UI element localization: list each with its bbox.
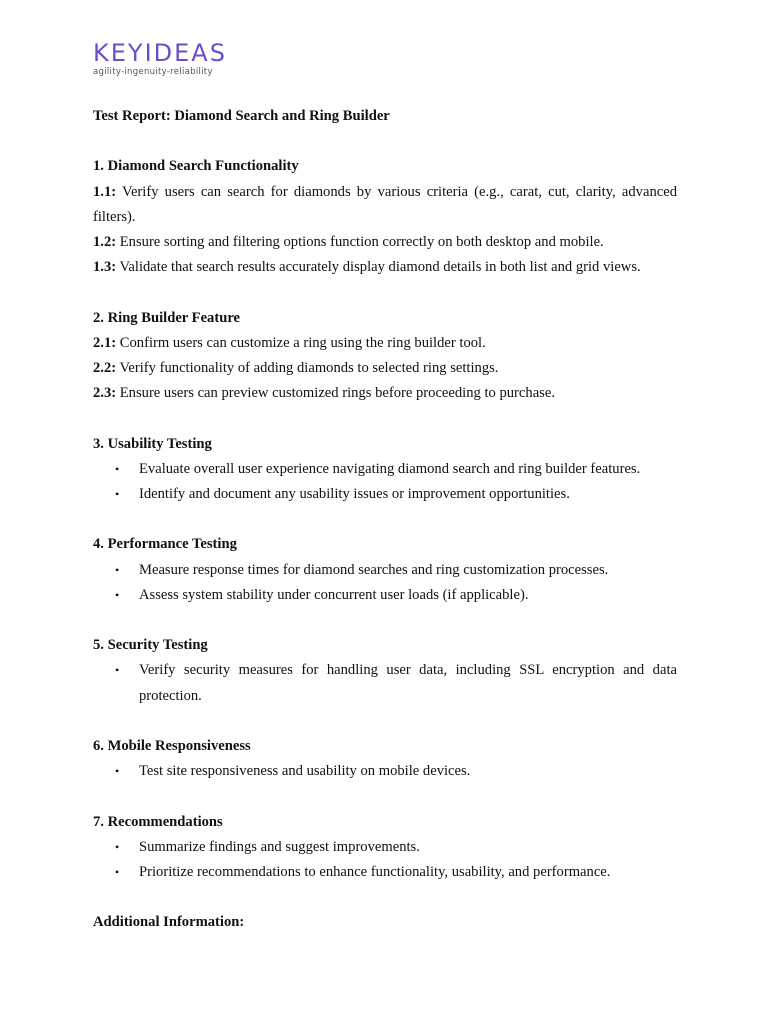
- list-item: [93, 558, 677, 583]
- list-item: [93, 180, 677, 230]
- item-text: Summarize findings and suggest improvements.: [139, 838, 420, 855]
- list-item: [93, 356, 677, 381]
- bullet-list: [93, 759, 677, 784]
- item-text: Verify functionality of adding diamonds to selected ring settings.: [116, 360, 499, 376]
- list-item: [93, 759, 677, 784]
- list-item: [93, 658, 677, 708]
- item-text: Test site responsiveness and usability on mobile devices.: [139, 763, 471, 780]
- item-number: 1.1:: [93, 183, 117, 200]
- bullet-list: [93, 457, 677, 507]
- document-body: [93, 104, 677, 936]
- list-item: [93, 331, 677, 356]
- item-number: 2.1:: [93, 334, 117, 351]
- item-text: Assess system stability under concurrent user loads (if applicable).: [139, 586, 529, 603]
- item-number: 2.3:: [93, 385, 117, 402]
- section-heading: 6. Mobile Responsiveness: [93, 737, 251, 754]
- section-heading: 1. Diamond Search Functionality: [93, 158, 299, 175]
- list-item: [93, 457, 677, 482]
- bullet-list: [93, 835, 677, 885]
- bullet-icon: •: [115, 487, 120, 501]
- bullet-icon: •: [115, 864, 120, 879]
- list-item: [93, 583, 677, 608]
- bullet-icon: •: [115, 663, 120, 678]
- list-item: [93, 255, 677, 280]
- item-text: Validate that search results accurately display diamond details in both list and grid views.: [116, 259, 641, 276]
- section-heading: 7. Recommendations: [93, 813, 223, 830]
- item-text: Measure response times for diamond searches and ring customization processes.: [139, 561, 609, 578]
- list-item: [93, 482, 677, 507]
- document-title: Test Report: Diamond Search and Ring Builder: [93, 108, 390, 124]
- additional-info-heading: Additional Information:: [93, 914, 245, 931]
- item-text: Verify security measures for handling user data, including SSL encryption and data protection.: [139, 662, 677, 704]
- section-heading: 2. Ring Builder Feature: [93, 309, 241, 326]
- item-number: 2.2:: [93, 360, 117, 376]
- bullet-icon: •: [115, 562, 120, 577]
- bullet-icon: •: [115, 764, 120, 779]
- item-text: Confirm users can customize a ring using the ring builder tool.: [116, 334, 486, 351]
- item-text: Ensure sorting and filtering options function correctly on both desktop and mobile.: [116, 234, 604, 250]
- list-item: [93, 230, 677, 255]
- item-number: 1.3:: [93, 259, 117, 276]
- bullet-icon: •: [115, 461, 120, 476]
- item-text: Prioritize recommendations to enhance functionality, usability, and performance.: [139, 863, 611, 880]
- item-number: 1.2:: [93, 234, 117, 250]
- section-heading: 5. Security Testing: [93, 637, 208, 654]
- logo-tagline: agility-ingenuity-reliability: [93, 67, 213, 77]
- item-text: Ensure users can preview customized rings before proceeding to purchase.: [116, 385, 555, 402]
- item-text: Identify and document any usability issues or improvement opportunities.: [139, 486, 570, 502]
- bullet-list: [93, 658, 677, 708]
- list-item: [93, 381, 677, 406]
- company-logo: [93, 40, 233, 77]
- bullet-icon: •: [115, 587, 120, 602]
- section-heading: 4. Performance Testing: [93, 536, 237, 553]
- bullet-icon: •: [115, 839, 120, 854]
- list-item: [93, 860, 677, 885]
- logo-wordmark: KEYIDEAS: [93, 39, 227, 67]
- item-text: Verify users can search for diamonds by various criteria (e.g., carat, cut, clarity, advanced filters).: [93, 183, 677, 225]
- item-text: Evaluate overall user experience navigating diamond search and ring builder features.: [139, 460, 641, 477]
- list-item: [93, 835, 677, 860]
- bullet-list: [93, 558, 677, 608]
- section-heading: 3. Usability Testing: [93, 435, 212, 452]
